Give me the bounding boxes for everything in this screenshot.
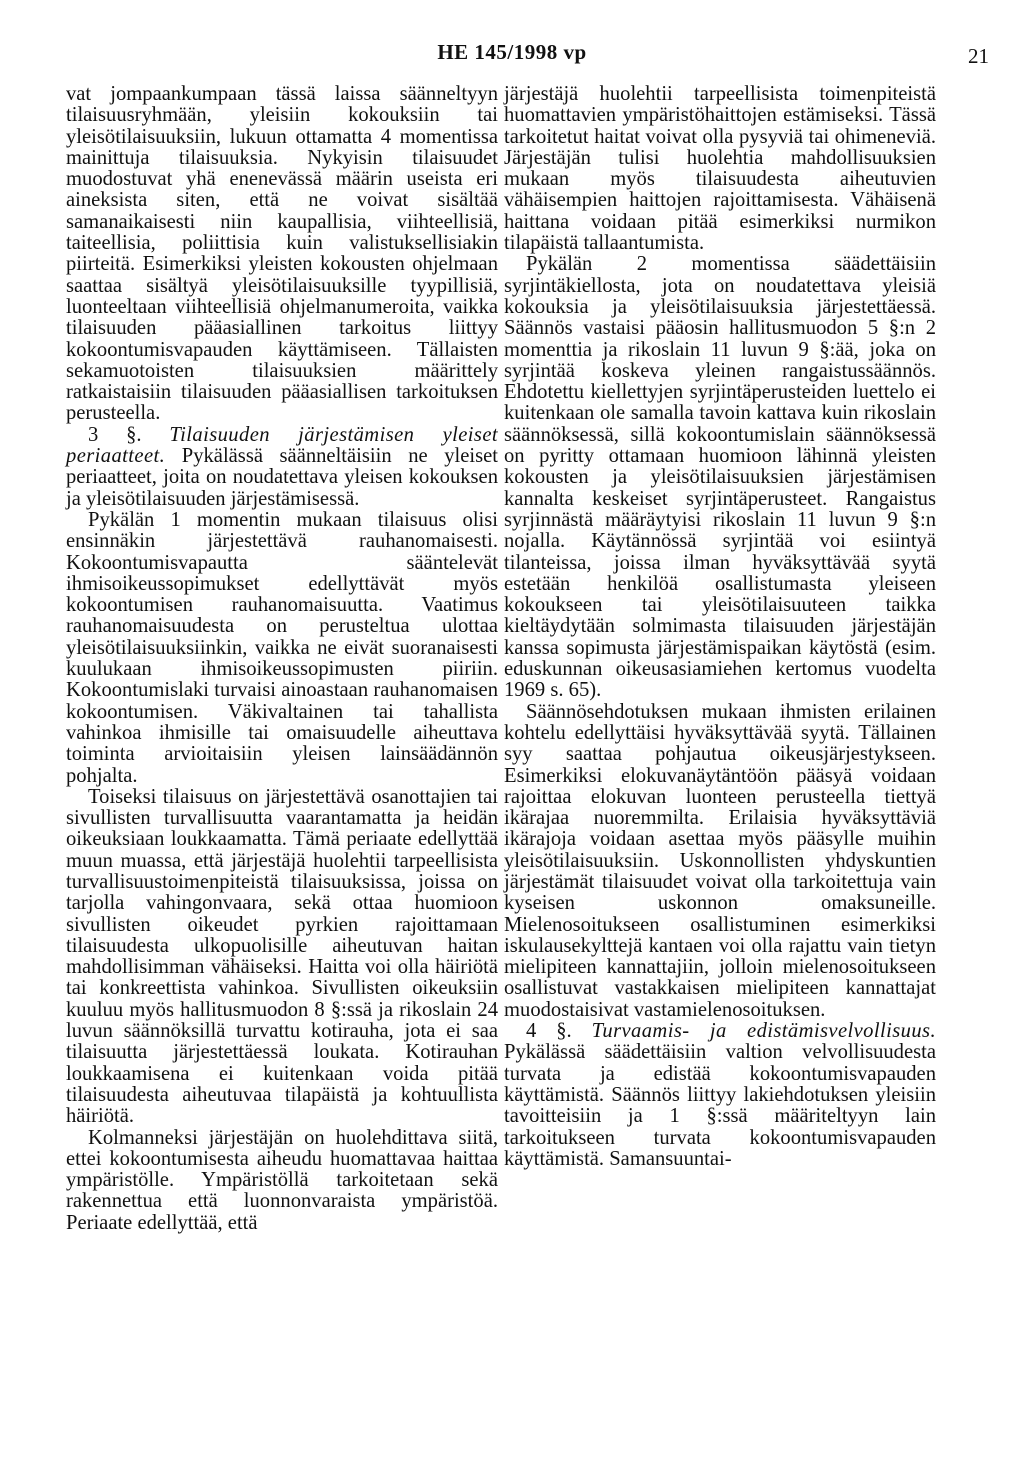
section-4-title: Turvaamis- ja edistämisvelvollisuus. [591,1020,937,1043]
document-identifier: HE 145/1998 vp [437,40,587,64]
paragraph: Kolmanneksi järjestäjän on huolehdittava siitä, ettei kokoontumisesta aiheudu huomattavaa haittaa ympäristölle. Ympäristöllä tarkoitetaan sekä rakennettua että luonnonvaraista ympäristöä. Periaate edellyttää, että [66,1126,498,1234]
paragraph: Pykälän 2 momentissa säädettäisiin syrjintäkiellosta, jota on noudatettava yleisiä kokouksia ja yleisötilaisuuksia järjestettäessä. Säännös vastaisi pääosin hallitusmuodon 5 §:n 2 momenttia ja rikoslain 11 luvun 9 §:ää, joka on syrjintää koskeva yleinen rangaistussäännös. Ehdotettu kiellettyjen syrjintäperusteiden luettelo ei kuitenkaan ole samalla tavoin kattava kuin rikoslain säännöksessä, sillä kokoontumislain säännöksessä on pyritty ottamaan huomioon lähinnä yleisten kokousten ja yleisötilaisuuksien järjestämisen kannalta keskeiset syrjintäperusteet. Rangaistus syrjinnästä määräytyisi rikoslain 11 luvun 9 §:n nojalla. Käytännössä syrjintää voi esiintyä tilanteissa, joissa ilman hyväksyttävää syytä estetään henkilöä osallistumasta yleiseen kokoukseen tai yleisötilaisuuteen taikka kieltäydytään solmimasta tilaisuuden järjestäjän kanssa sopimusta järjestämispaikan käytöstä (esim. eduskunnan oikeusasiamiehen kertomus vuodelta 1969 s. 65). [504,253,936,702]
paragraph: Säännösehdotuksen mukaan ihmisten erilainen kohtelu edellyttäisi hyväksyttävää syytä. Tällainen syy saattaa pohjautua oikeusjärjestykseen. Esimerkiksi elokuvanäytäntöön pääsyä voidaan rajoittaa elokuvan luonteen perusteella tiettyä ikärajaa nuoremmilta. Erilaisia hyväksyttäviä ikärajoja voidaan asettaa myös pääsylle muihin yleisötilaisuuksiin. Uskonnollisten yhdyskuntien järjestämät tilaisuudet voivat olla tarkoitettuja vain kyseisen uskonnon omaksuneille. Mielenosoitukseen osallistuminen esimerkiksi iskulausekylttejä kantaen voi olla rajattu vain tietyn mielipiteen kannattajiin, jolloin mielenosoitukseen osallistuvat vastakkaisen mielipiteen kannattajat muodostaisivat vastamielenosoituksen. [504,700,936,1021]
paragraph: vat jompaankumpaan tässä laissa säänneltyyn tilaisuusryhmään, yleisiin kokouksiin tai yleisötilaisuuksiin, lukuun ottamatta 4 momentissa mainittuja tilaisuuksia. Nykyisin tilaisuudet muodostuvat yhä enenevässä määrin useista eri aineksista siten, että ne voivat sisältää samanaikaisesti niin kaupallisia, viihteellisiä, taiteellisia, poliittisia kuin valistuksellisiakin piirteitä. Esimerkiksi yleisten kokousten ohjelmaan saattaa sisältyä yleisötilaisuuksille tyypillisiä, luonteeltaan viihteellisiä ohjelmanumeroita, vaikka tilaisuuden pääasiallinen tarkoitus liittyy kokoontumisvapauden käyttämiseen. Tällaisten sekamuotoisten tilaisuuksien määrittely ratkaistaisiin tilaisuuden pääasiallisen tarkoituksen perusteella. [66,83,498,425]
section-4-paragraph [504,1021,936,1170]
paragraph: Pykälän 1 momentin mukaan tilaisuus olisi ensinnäkin järjestettävä rauhanomaisesti. Kokoontumisvapautta sääntelevät ihmisoikeussopimukset edellyttävät myös kokoontumisen rauhanomaisuutta. Vaatimus rauhanomaisuudesta on perusteltua ulottaa yleisötilaisuuksiinkin, vaikka ne eivät suoranaisesti kuulukaan ihmisoikeussopimusten piiriin. Kokoontumislaki turvaisi ainoastaan rauhanomaisen kokoontumisen. Väkivaltainen tai tahallista vahinkoa ihmisille tai omaisuudelle aiheuttava toiminta arvioitaisiin yleisen lainsäädännön pohjalta. [66,508,498,787]
section-3-number: 3 §. [88,423,142,446]
section-3-paragraph [66,425,498,510]
section-3-title: Tilaisuuden järjestämisen yleiset periaatteet. [66,423,498,468]
section-4-text: Pykälässä säädettäisiin valtion velvollisuudesta turvata ja edistää kokoontumisvapauden käyttämistä. Säännös liittyy lakiehdotuksen yleisiin tavoitteisiin ja 1 §:ssä määriteltyyn lain tarkoitukseen turvata kokoontumisvapauden käyttämistä. Samansuuntai- [504,1041,936,1170]
page-number: 21 [968,44,989,68]
section-4-number: 4 §. [526,1020,572,1043]
left-column [66,84,498,1234]
paragraph: Toiseksi tilaisuus on järjestettävä osanottajien tai sivullisten turvallisuutta vaarantamatta ja heidän oikeuksiaan loukkaamatta. Tämä periaate edellyttää muun muassa, että järjestäjä huolehtii tarpeellisista turvallisuustoimenpiteistä tilaisuuksissa, joissa on tarjolla vahingonvaara, sekä ottaa huomioon sivullisten oikeudet pyrkien rajoittamaan tilaisuudesta ulkopuolisille aiheutuvan haitan mahdollisimman vähäiseksi. Haitta voi olla häiriötä tai konkreettista vahinkoa. Sivullisten oikeuksiin kuuluu myös hallitusmuodon 8 §:ssä ja rikoslain 24 luvun säännöksillä turvattu kotirauha, jota ei saa tilaisuutta järjestettäessä loukata. Kotirauhan loukkaamisena ei kuitenkaan voida pitää tilaisuudesta aiheutuvaa tilapäistä ja kohtuullista häiriötä. [66,785,498,1128]
section-3-text: Pykälässä säänneltäisiin ne yleiset periaatteet, joita on noudatettava yleisen kokouksen ja yleisötilaisuuden järjestämisessä. [66,445,498,510]
paragraph: järjestäjä huolehtii tarpeellisista toimenpiteistä huomattavien ympäristöhaittojen estämiseksi. Tässä tarkoitetut haitat voivat olla pysyviä tai ohimeneviä. Järjestäjän tulisi huolehtia mahdollisuuksien mukaan myös tilaisuudesta aiheutuvien vähäisempien haittojen rajoittamisesta. Vähäisenä haittana voidaan pitää esimerkiksi nurmikon tilapäistä tallaantumista. [504,83,936,255]
right-column [504,84,936,1170]
